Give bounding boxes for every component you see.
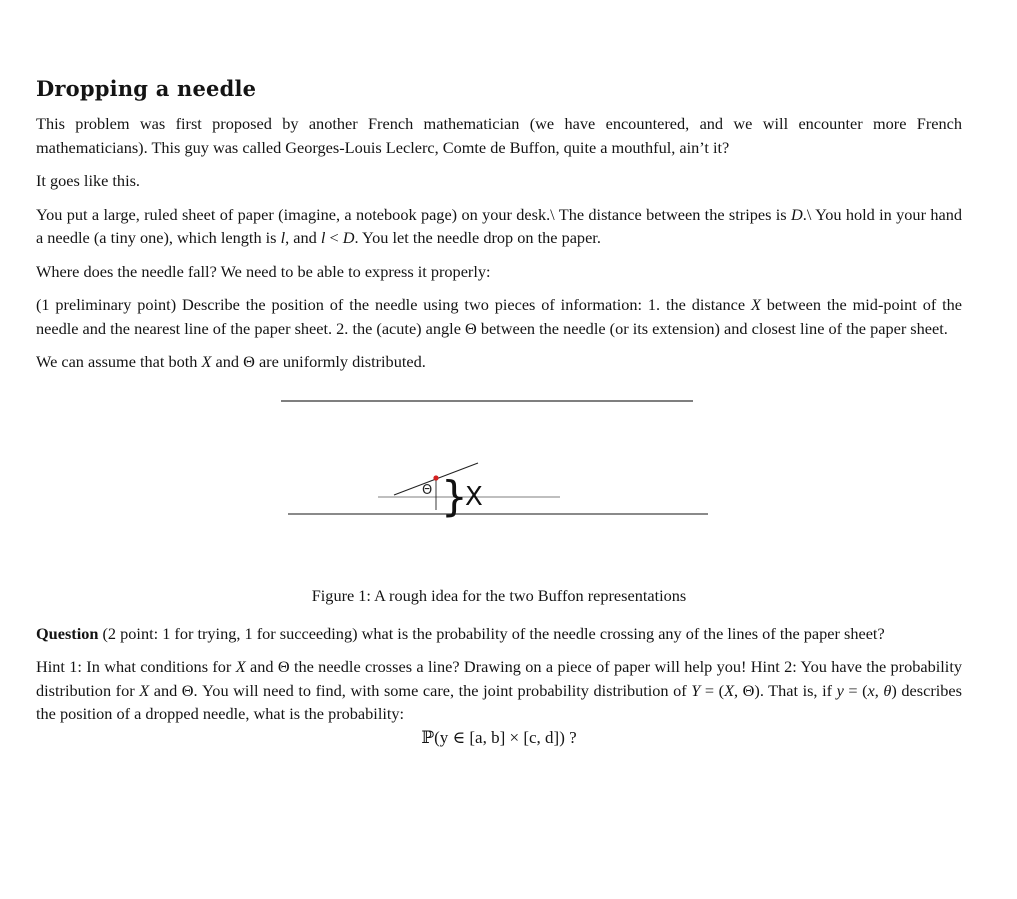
intro-text: This problem was first proposed by another French mathematician (we have encountered, and we will encounter more French mathematicians). This guy was called Georges-Louis Leclerc, Comte de Buffon, quite a mouthful, ain’t it? bbox=[36, 114, 962, 157]
math-X: X bbox=[724, 680, 735, 700]
assume-text-a: We can assume that both bbox=[36, 352, 202, 371]
hint1-text-a: Hint 1: In what conditions for bbox=[36, 657, 236, 676]
where-text: Where does the needle fall? We need to be able to express it properly: bbox=[36, 261, 491, 281]
hint2-text-d: , Θ). That is, if bbox=[734, 680, 837, 700]
setup-text-b: .\ You hold in your hand a needle (a tiny one), which length is bbox=[36, 204, 962, 247]
needle-figure bbox=[36, 384, 962, 584]
prelim-text-b: between the mid-point of the needle and the nearest line of the paper sheet. 2. the (acute) angle Θ between the needle (or its extension) and closest line of the paper sheet. bbox=[36, 295, 963, 338]
intro-paragraph bbox=[36, 112, 962, 159]
math-y: y bbox=[836, 680, 844, 700]
hint2-text-b: and Θ. You will need to find, with some care, the joint probability distribution of bbox=[149, 680, 692, 700]
setup-text-a: You put a large, ruled sheet of paper (imagine, a notebook page) on your desk.\ The distance between the stripes is bbox=[36, 204, 791, 224]
where-paragraph bbox=[36, 260, 962, 284]
x-label: X bbox=[465, 481, 483, 512]
hint2-text-e: = ( bbox=[843, 680, 868, 700]
needle-midpoint bbox=[433, 475, 438, 480]
probability-formula: ℙ(y ∈ [a, b] × [c, d]) ? bbox=[421, 727, 577, 747]
math-theta: θ bbox=[883, 680, 892, 700]
figure-caption: Figure 1: A rough idea for the two Buffon representations bbox=[311, 585, 687, 605]
document-page bbox=[36, 76, 962, 748]
hint2-text-f: , bbox=[874, 680, 884, 700]
prelim-paragraph bbox=[36, 293, 962, 340]
question-label: Question bbox=[36, 623, 99, 643]
theta-label: Θ bbox=[422, 482, 433, 498]
math-Y: Y bbox=[691, 680, 701, 700]
brace-symbol: } bbox=[441, 471, 468, 521]
setup-text-d: . You let the needle drop on the paper. bbox=[354, 228, 601, 247]
hint2-text-c: = ( bbox=[700, 680, 725, 700]
math-x: x bbox=[867, 680, 875, 700]
math-l: l bbox=[320, 228, 326, 247]
question-text: (2 point: 1 for trying, 1 for succeeding) what is the probability of the needle crossing any of the lines of the paper sheet? bbox=[98, 623, 885, 643]
assume-paragraph bbox=[36, 350, 962, 374]
hint2-text-g: ) describes the position of a dropped needle, what is the probability: bbox=[36, 680, 962, 723]
section-title: Dropping a needle bbox=[36, 76, 257, 101]
math-lt: < bbox=[325, 228, 343, 247]
prelim-text-a: (1 preliminary point) Describe the position of the needle using two pieces of information: 1. the distance bbox=[36, 295, 751, 314]
hint2-text-a: Hint 2: You have the probability distribution for bbox=[36, 657, 962, 700]
math-X: X bbox=[235, 657, 246, 676]
math-X: X bbox=[750, 295, 761, 314]
math-D: D bbox=[342, 228, 355, 247]
math-X: X bbox=[201, 352, 212, 371]
math-D: D bbox=[790, 204, 803, 224]
question-paragraph bbox=[36, 622, 962, 646]
assume-text-b: and Θ are uniformly distributed. bbox=[211, 352, 426, 371]
setup-text-c: , and bbox=[285, 228, 321, 247]
hints-paragraph bbox=[36, 655, 962, 726]
goes-text: It goes like this. bbox=[36, 171, 141, 190]
math-l: l bbox=[280, 228, 286, 247]
hint1-text-b: and Θ the needle crosses a line? Drawing on a piece of paper will help you! bbox=[245, 657, 747, 676]
goes-paragraph bbox=[36, 169, 962, 193]
setup-paragraph bbox=[36, 203, 962, 250]
math-X: X bbox=[139, 680, 150, 700]
needle-diagram bbox=[36, 384, 962, 584]
